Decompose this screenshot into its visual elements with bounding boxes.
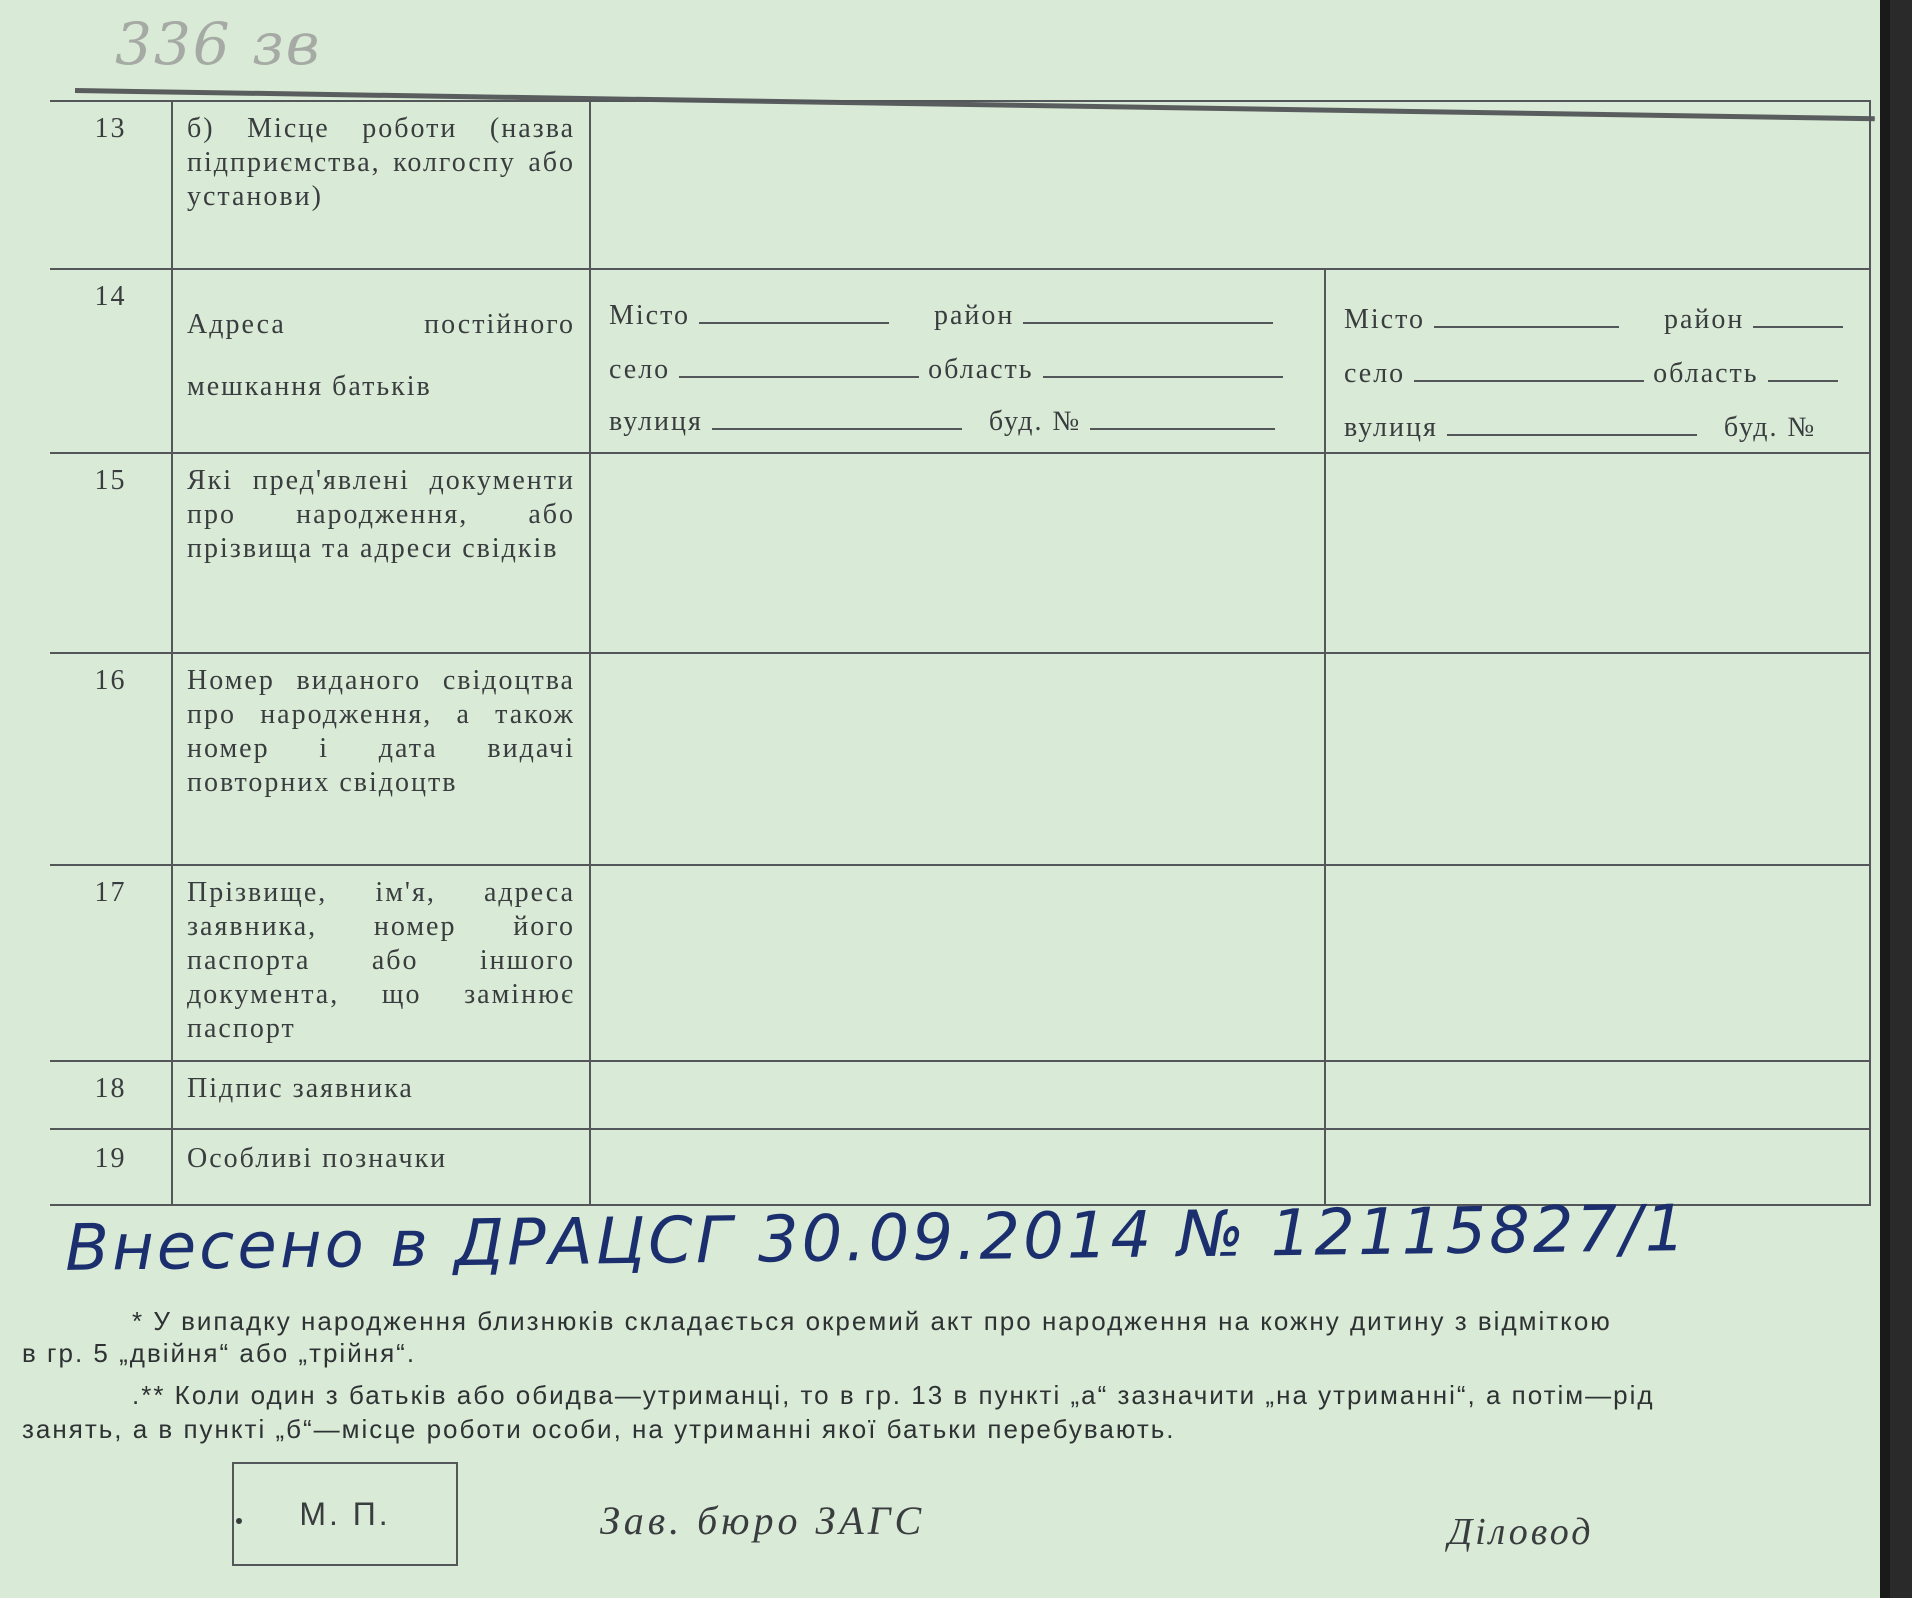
row-number: 14 [50,269,172,453]
street-blank[interactable] [712,402,962,430]
city-label: Місто [1344,304,1425,335]
value-cell[interactable] [1325,865,1870,1061]
row-number: 13 [50,101,172,269]
clerk-signature-label: Діловод [1448,1511,1594,1553]
district-blank[interactable] [1023,296,1273,324]
form-row-18 [50,1061,1870,1129]
signature-cell[interactable] [1325,1061,1870,1129]
address-mother-cell[interactable] [1325,269,1870,453]
village-label: село [609,354,671,385]
handwritten-registration-note: Внесено в ДРАЦСГ 30.09.2014 № 12115827/1 [64,1192,1689,1286]
row-label: Підпис заявника [172,1061,590,1129]
form-row-15 [50,453,1870,653]
registry-form-table [50,100,1871,1206]
district-blank[interactable] [1753,300,1843,328]
street-label: вулиця [1344,412,1438,443]
village-label: село [1344,358,1406,389]
notes-cell[interactable] [590,1129,1325,1205]
row-number: 18 [50,1061,172,1129]
street-blank[interactable] [1447,408,1697,436]
registry-head-signature-label: Зав. бюро ЗАГС [600,1498,926,1543]
region-label: область [1653,358,1759,389]
row-number: 15 [50,453,172,653]
row-number: 16 [50,653,172,865]
row-number: 17 [50,865,172,1061]
value-cell[interactable] [590,453,1325,653]
row-label: Особливі позначки [172,1129,590,1205]
city-blank[interactable] [699,296,889,324]
street-label: вулиця [609,406,703,437]
address-father-cell[interactable] [590,269,1325,453]
form-row-17 [50,865,1870,1061]
village-blank[interactable] [1414,354,1644,382]
row-label: Адреса постійного мешкання батьків [172,269,590,453]
row-number: 19 [50,1129,172,1205]
building-label: буд. № [988,406,1082,437]
building-label: буд. № [1723,412,1817,443]
village-blank[interactable] [679,350,919,378]
region-blank[interactable] [1043,350,1283,378]
footnote-dependants-line2: занять, а в пункті „б“—місце роботи особи, на утриманні якої батьки перебувають. [22,1414,1176,1444]
page-number-mark: 336 зв [115,10,322,78]
row-label: Номер виданого свідоцтва про народження, а також номер і дата видачі повторних свідоцтв [172,653,590,865]
footnote-twins-line2: в гр. 5 „двійня“ або „трійня“. [22,1338,417,1368]
building-blank[interactable] [1090,402,1275,430]
value-cell[interactable] [590,653,1325,865]
form-row-14 [50,269,1870,453]
footnote-twins-line1: * У випадку народження близнюків складається окремий акт про народження на кожну дитину з відміткою [132,1306,1612,1336]
footnote-dependants-line1: .** Коли один з батьків або обидва—утриманці, то в гр. 13 в пункті „а“ зазначити „на утриманні“, а потім—рід [132,1380,1655,1410]
city-label: Місто [609,300,690,331]
value-cell[interactable] [590,101,1870,269]
city-blank[interactable] [1434,300,1619,328]
signature-cell[interactable] [590,1061,1325,1129]
form-row-16 [50,653,1870,865]
stamp-placeholder-box: М. П. [232,1462,458,1566]
region-blank[interactable] [1768,354,1838,382]
row-label: Прізвище, ім'я, адреса заявника, номер його паспорта або іншого документа, що замінює паспорт [172,865,590,1061]
district-label: район [1663,304,1745,335]
value-cell[interactable] [590,865,1325,1061]
value-cell[interactable] [1325,453,1870,653]
value-cell[interactable] [1325,653,1870,865]
district-label: район [933,300,1015,331]
row-label: Які пред'явлені документи про народження, або прізвища та адреси свідків [172,453,590,653]
row-label: б) Місце роботи (назва підприємства, колгоспу або установи) [172,101,590,269]
form-row-13 [50,101,1870,269]
region-label: область [928,354,1034,385]
